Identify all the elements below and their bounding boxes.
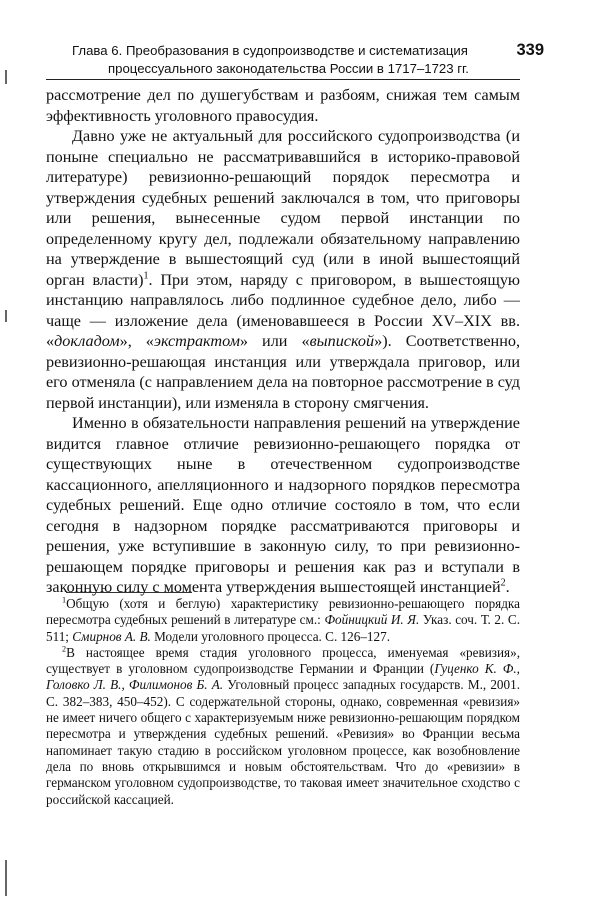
footnote-2 <box>46 645 520 808</box>
footnote-ref-1: 1 <box>143 270 149 282</box>
scan-edge-mark <box>5 860 7 896</box>
footnote-rule <box>66 592 192 593</box>
footnote-1-text-c: Модели уголовного процесса. С. 126–127. <box>150 628 390 644</box>
chapter-title: Глава 6. Преобразования в судопроизводстве и систематизация <box>72 43 468 58</box>
footnote-1-author-2: Смирнов А. В. <box>72 628 151 644</box>
footnote-1-text-b: Указ. соч. Т. 2. С. 511; <box>46 612 521 644</box>
footnote-1 <box>46 596 520 645</box>
footnote-1-number: 1 <box>62 595 67 605</box>
footnote-1-author-1: Фойницкий И. Я. <box>324 612 420 628</box>
paragraph-3-text-a: Именно в обязательности направления решений на утверждение видится главное отличие ревизионно-решающего порядка от существующих ныне в отечественном судопроизводстве кассационного, апелляционного и надзорного порядков пересмотра судебных решений. Еще одно отличие состояло в том, что если сегодня в надзорном порядке рассматриваются приговоры и решения, уже вступившие в законную силу, то при ревизионно-решающем порядке приговоры и решения как раз и вступали в законную силу с момента утверждения вышестоящей инстанцией <box>46 414 520 596</box>
main-text <box>46 85 520 598</box>
scan-edge-mark <box>5 70 7 84</box>
scan-edge-mark <box>5 310 7 322</box>
header-rule <box>46 79 520 80</box>
footnote-2-number: 2 <box>62 644 67 654</box>
footnote-ref-2: 2 <box>500 577 506 589</box>
paragraph-3-text-b: . <box>505 578 510 596</box>
chapter-subtitle: процессуального законодательства России в 1717–1723 гг. <box>108 61 469 76</box>
footnote-2-text-b: Уголовный процесс западных государств. М., 2001. С. 382–383, 450–452). С содержательной стороны, однако, современная «ревизия» не имеет ничего общего с характеризуемым ниже ревизионно-решающим порядком пересмотра и утверждения судебных решений. «Ревизия» во Франции весьма напоминает такую стадию в российском уголовном процессе, как возобновление дела по вновь открывшимся и новым обстоятельствам. Что до «ревизии» в германском уголовном судопроизводстве, то таковая имеет значительное сходство с российской кассацией. <box>46 677 521 807</box>
paragraph-2-text-e: »). Соответственно, ревизионно-решающая инстанция или утверждала приговор, или его отменяла (с направлением дела на повторное рассмотрение в суд первой инстанции), или изменяла в сторону смягчения. <box>46 332 521 412</box>
footnote-1-text-a: Общую (хотя и беглую) характеристику ревизионно-решающего порядка пересмотра судебных решений в литературе см.: <box>46 596 520 628</box>
footnote-2-authors: Гуценко К. Ф., Головко Л. В., Филимонов Б. А. <box>46 661 520 693</box>
page-number: 339 <box>516 41 544 59</box>
paragraph-2 <box>46 126 520 413</box>
term-vypiska: выпиской <box>309 332 375 350</box>
paragraph-2-text-d: » или « <box>239 332 310 350</box>
term-doklad: докладом <box>54 332 120 350</box>
paragraph-2-text-c: », « <box>119 332 154 350</box>
footnotes <box>46 596 520 808</box>
paragraph-2-text-b: . При этом, наряду с приговором, в вышестоящую инстанцию направлялось либо подлинное судебное дело, либо — чаще — изложение дела (именовавшееся в России XV–XIX вв. « <box>46 270 521 350</box>
footnote-2-text-a: В настоящее время стадия уголовного процесса, именуемая «ревизия», существует в уголовном судопроизводстве Германии и Франции ( <box>46 644 520 677</box>
term-ekstrakt: экстрактом <box>153 332 240 350</box>
paragraph-3 <box>46 413 520 598</box>
paragraph-2-text-a: Давно уже не актуальный для российского судопроизводства (и поныне специально не рассматривавшийся в историко-правовой литературе) ревизионно-решающий порядок пересмотра и утверждения судебных решений заключался в том, что приговоры или решения, вынесенные судом первой инстанции по определенному кругу дел, подлежали обязательному направлению на утверждение в вышестоящий суд (или в иной вышестоящий орган власти) <box>46 127 520 289</box>
paragraph-1: рассмотрение дел по душегубствам и разбоям, снижая тем самым эффективность уголовного правосудия. <box>46 86 520 125</box>
